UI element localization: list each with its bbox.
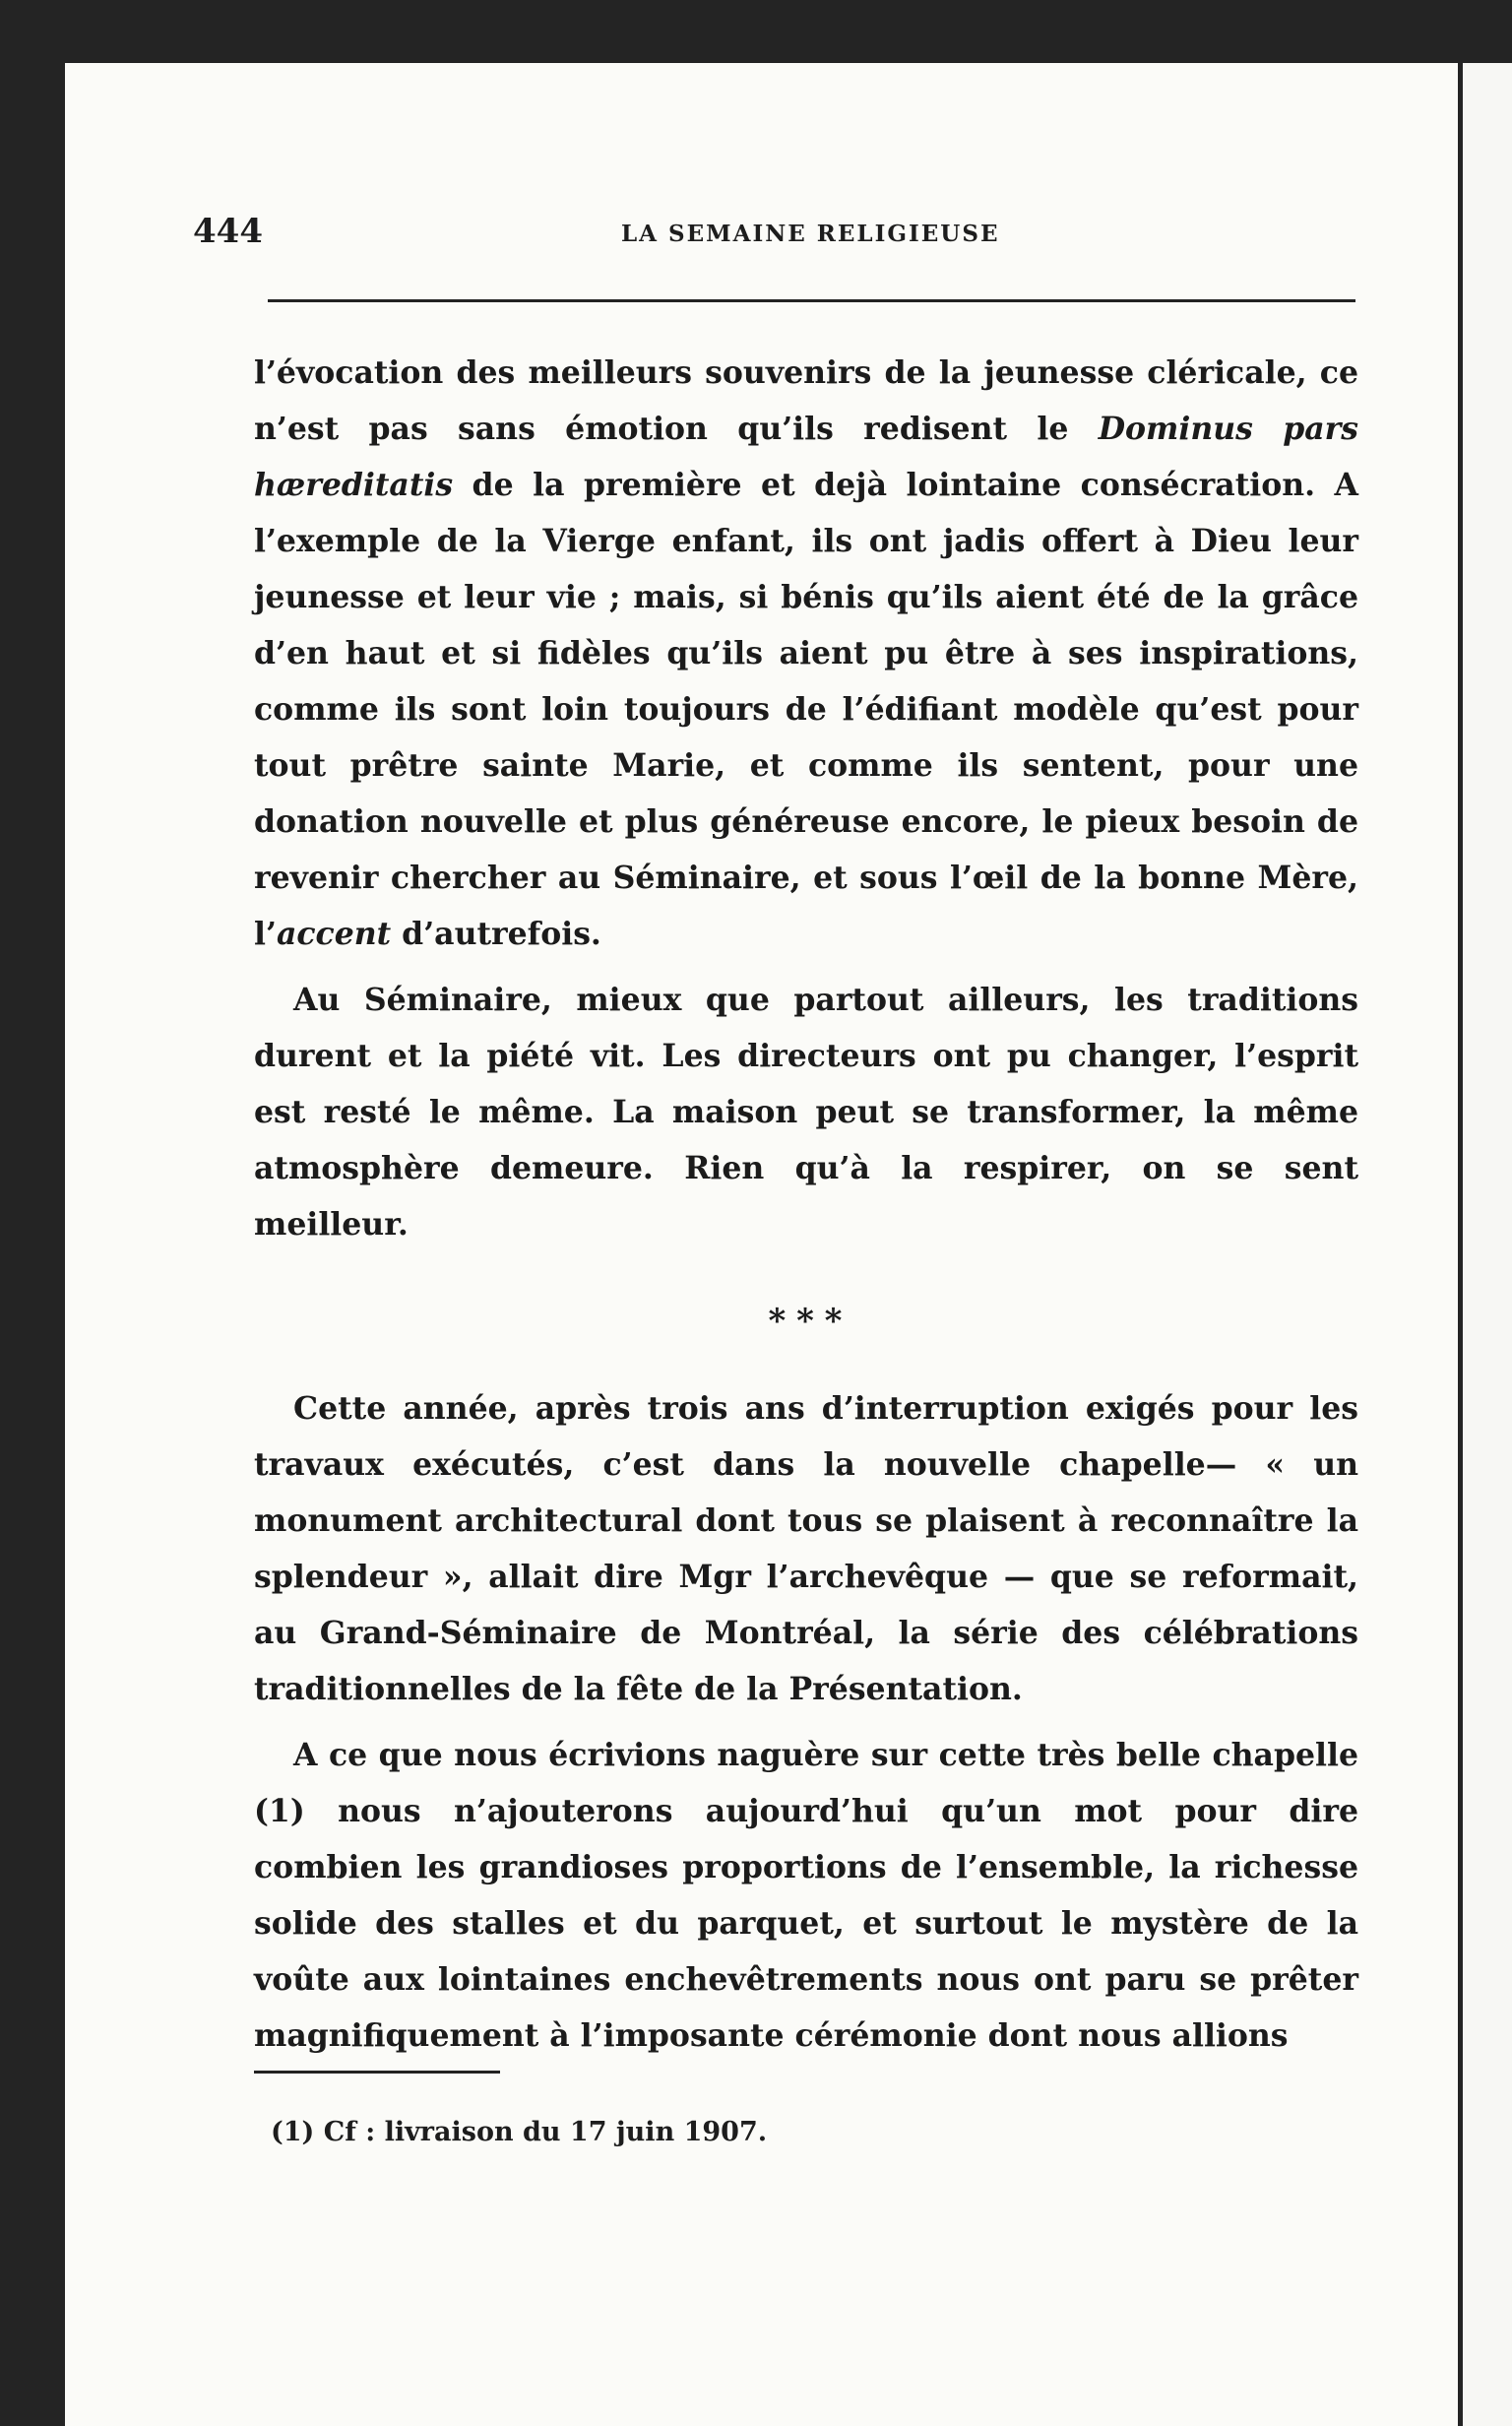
body-text	[254, 345, 1358, 2064]
paragraph-1	[254, 345, 1358, 962]
paragraph-1-text-a: l’évocation des meilleurs souvenirs de la jeunesse cléricale, ce n’est pas sans émotion qu’ils redisent le	[254, 354, 1358, 447]
paragraph-4: A ce que nous écrivions naguère sur cette très belle chapelle (1) nous n’ajouterons aujourd’hui qu’un mot pour dire combien les grandioses proportions de l’ensemble, la richesse solide des stalles et du parquet, et surtout le mystère de la voûte aux lointaines enchevêtrements nous ont paru se prêter magnifiquement à l’imposante cérémonie dont nous allions	[254, 1737, 1358, 2054]
page-header	[193, 158, 1354, 251]
header-rule	[268, 299, 1355, 302]
running-title: LA SEMAINE RELIGIEUSE	[621, 221, 1000, 247]
paragraph-1-text-c: d’autrefois.	[391, 916, 601, 952]
asterism-separator: * * *	[768, 1302, 845, 1341]
footnote: (1) Cf : livraison du 17 juin 1907.	[271, 2117, 768, 2147]
paragraph-1-text-b: de la première et dejà lointaine consécration. A l’exemple de la Vierge enfant, ils ont jadis offert à Dieu leur jeunesse et leur vie ; mais, si bénis qu’ils aient été de la grâce d’en haut et si fidèles qu’ils aient pu être à ses inspirations, comme ils sont loin toujours de l’édifiant modèle qu’est pour tout prêtre sainte Marie, et comme ils sentent, pour une donation nouvelle et plus généreuse encore, le pieux besoin de revenir chercher au Séminaire, et sous l’œil de la bonne Mère, l’	[254, 467, 1358, 952]
paragraph-1-accent-word: accent	[276, 916, 392, 952]
footnote-rule	[254, 2071, 500, 2074]
adjacent-page-edge	[1463, 63, 1512, 2426]
paragraph-2: Au Séminaire, mieux que partout ailleurs, les traditions durent et la piété vit. Les directeurs ont pu changer, l’esprit est resté le même. La maison peut se transformer, la même atmosphère demeure. Rien qu’à la respirer, on se sent meilleur.	[254, 982, 1358, 1243]
paragraph-1-latin-phrase: Dominus pars hæreditatis	[254, 411, 1358, 503]
page-number: 444	[193, 212, 263, 251]
paragraph-3: Cette année, après trois ans d’interruption exigés pour les travaux exécutés, c’est dans la nouvelle chapelle— « un monument architectural dont tous se plaisent à reconnaître la splendeur », allait dire Mgr l’archevêque — que se reformait, au Grand-Séminaire de Montréal, la série des célébrations traditionnelles de la fête de la Présentation.	[254, 1390, 1358, 1707]
